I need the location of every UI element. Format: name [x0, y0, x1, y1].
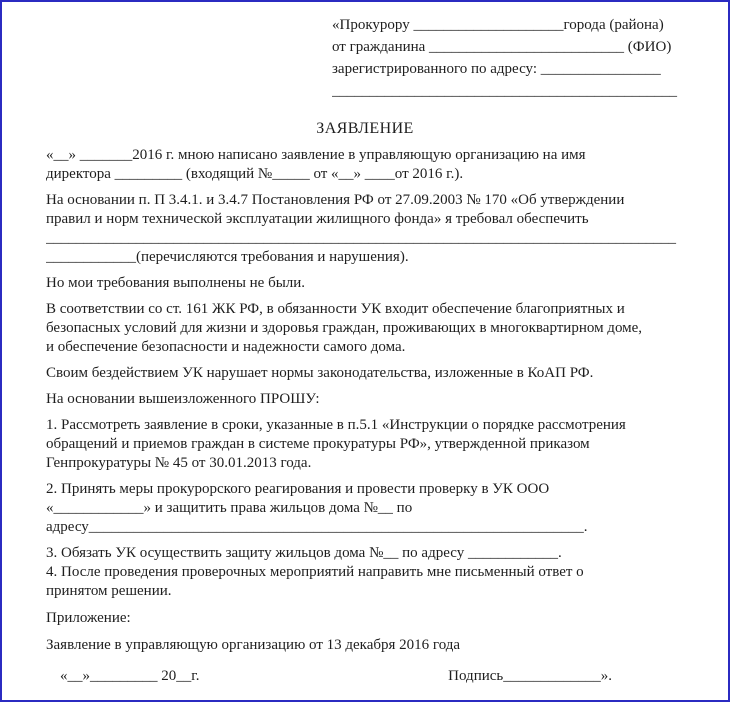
paragraph-intro — [46, 146, 684, 184]
paragraph-line: Генпрокуратуры № 45 от 30.01.2013 года. — [46, 455, 312, 471]
paragraph-line: адресу__________________________________________________________________. — [46, 519, 588, 535]
paragraph-line: «__» _______2016 г. мною написано заявление в управляющую организацию на имя — [46, 147, 586, 163]
footer-signature-line: Подпись_____________». — [448, 668, 612, 684]
paragraph-line: «____________» и защитить права жильцов дома №__ по — [46, 500, 413, 516]
request-item-2 — [46, 480, 684, 537]
paragraph-line: На основании п. П 3.4.1. и 3.4.7 Постановления РФ от 27.09.2003 № 170 «Об утверждении — [46, 192, 625, 208]
recipient-line-prosecutor: «Прокурору ____________________города (района) — [332, 17, 664, 33]
recipient-line-blank: ______________________________________________ — [332, 83, 677, 99]
document-footer — [46, 667, 684, 686]
footer-date-line: «__»_________ 20__г. — [60, 668, 200, 684]
paragraph-violation — [46, 364, 684, 383]
attachment-item: Заявление в управляющую организацию от 13 декабря 2016 года — [46, 637, 461, 653]
request-items-3-4 — [46, 544, 684, 601]
paragraph-line: Но мои требования выполнены не были. — [46, 275, 306, 291]
paragraph-line: В соответствии со ст. 161 ЖК РФ, в обязанности УК входит обеспечение благоприятных и — [46, 301, 625, 317]
paragraph-request-header — [46, 390, 684, 409]
recipient-block — [332, 14, 684, 102]
request-item-4-line: принятом решении. — [46, 583, 172, 599]
paragraph-housing-code — [46, 300, 684, 357]
request-item-4-line: 4. После проведения проверочных мероприятий направить мне письменный ответ о — [46, 564, 584, 580]
request-item-3: 3. Обязать УК осуществить защиту жильцов дома №__ по адресу ____________. — [46, 545, 562, 561]
recipient-line-citizen: от гражданина __________________________ (ФИО) — [332, 39, 672, 55]
request-item-1 — [46, 416, 684, 473]
paragraph-line: 2. Принять меры прокурорского реагирования и провести проверку в УК ООО — [46, 481, 550, 497]
paragraph-line: обращений и приемов граждан в системе прокуратуры РФ», утвержденной приказом — [46, 436, 590, 452]
paragraph-line: 1. Рассмотреть заявление в сроки, указанные в п.5.1 «Инструкции о порядке рассмотрения — [46, 417, 626, 433]
recipient-line-address: зарегистрированного по адресу: ________________ — [332, 61, 661, 77]
paragraph-line: Своим бездействием УК нарушает нормы законодательства, изложенные в КоАП РФ. — [46, 365, 594, 381]
paragraph-line: правил и норм технической эксплуатации жилищного фонда» я требовал обеспечить — [46, 211, 589, 227]
paragraph-line: и обеспечение безопасности и надежности самого дома. — [46, 339, 406, 355]
paragraph-line: директора _________ (входящий №_____ от «__» ____от 2016 г.). — [46, 166, 464, 182]
paragraph-line: безопасных условий для жизни и здоровья граждан, проживающих в многоквартирном доме, — [46, 320, 643, 336]
paragraph-line: На основании вышеизложенного ПРОШУ: — [46, 391, 320, 407]
paragraph-not-fulfilled — [46, 274, 684, 293]
paragraph-grounds — [46, 191, 684, 267]
attachment-label: Приложение: — [46, 610, 131, 626]
paragraph-line: ____________(перечисляются требования и нарушения). — [46, 249, 409, 265]
blank-fill-line: ____________________________________________________________________________________ — [46, 230, 676, 246]
document-title: ЗАЯВЛЕНИЕ — [316, 120, 414, 137]
